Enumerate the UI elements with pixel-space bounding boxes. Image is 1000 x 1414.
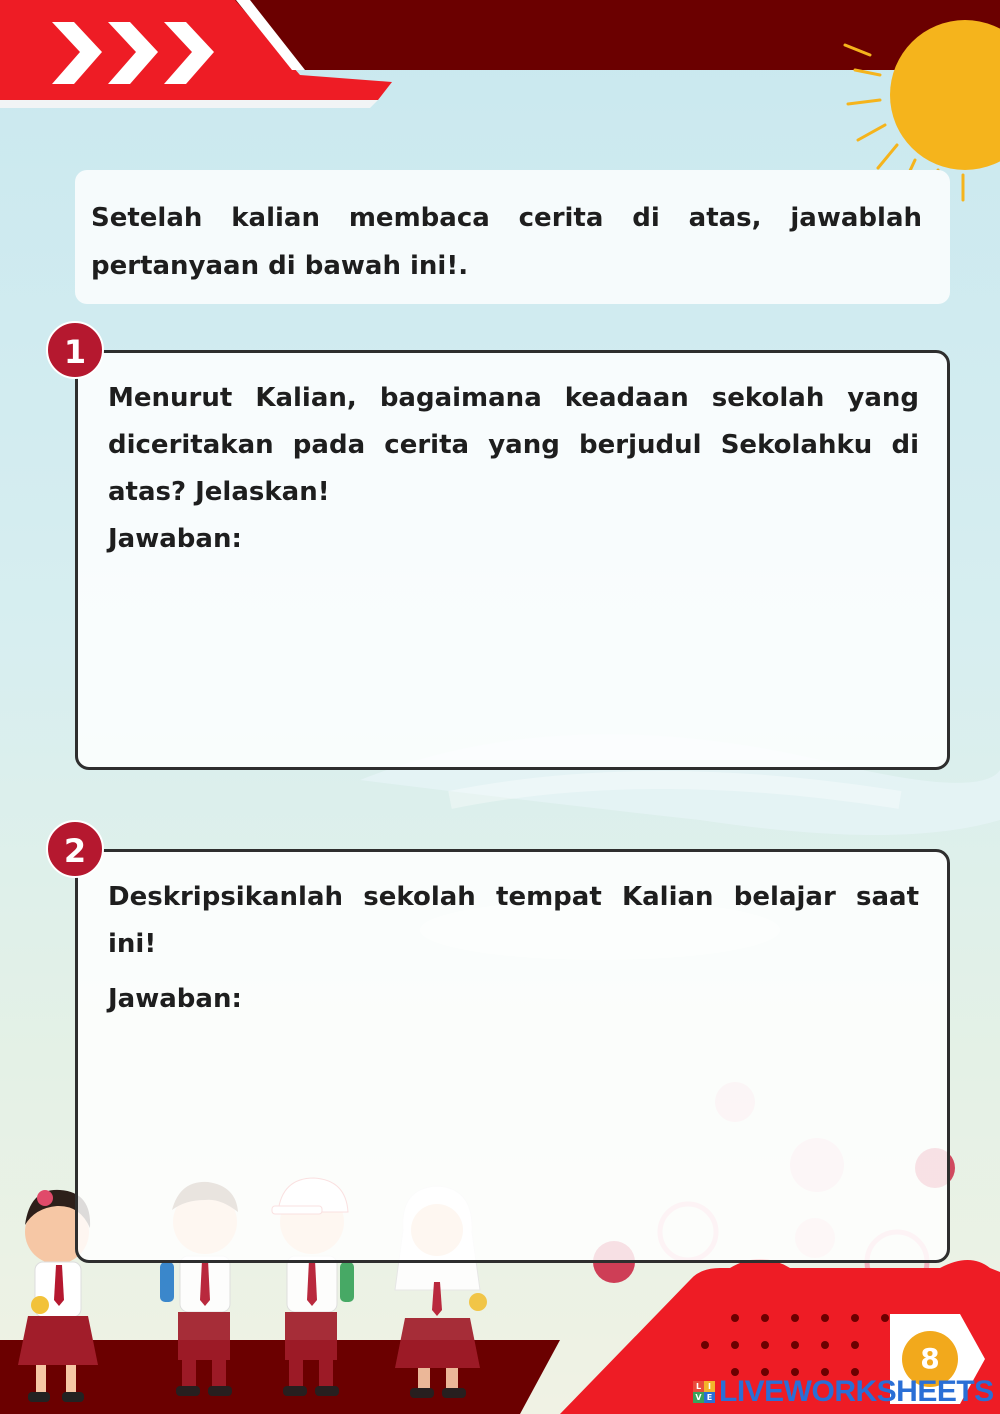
header-banner	[0, 0, 1000, 108]
question-text: Menurut Kalian, bagaimana keadaan sekolah yang diceritakan pada cerita yang berjudul Sekolahku di atas? Jelaskan!	[108, 383, 919, 507]
logo-grid-icon: L I V E	[693, 1381, 715, 1403]
question-card-1	[75, 350, 950, 770]
question-text: Deskripsikanlah sekolah tempat Kalian belajar saat ini!	[108, 882, 919, 959]
instruction-card	[75, 170, 950, 304]
liveworksheets-logo	[693, 1375, 994, 1409]
page-number: 8	[902, 1331, 958, 1387]
question-card-2	[75, 849, 950, 1263]
instruction-text: Setelah kalian membaca cerita di atas, jawablah pertanyaan di bawah ini!.	[91, 203, 922, 281]
question-number-badge: 2	[46, 820, 104, 878]
question-number-badge: 1	[46, 321, 104, 379]
brand-name: LIVEWORKSHEETS	[719, 1375, 994, 1408]
answer-label: Jawaban:	[108, 524, 242, 554]
answer-label: Jawaban:	[108, 984, 242, 1014]
